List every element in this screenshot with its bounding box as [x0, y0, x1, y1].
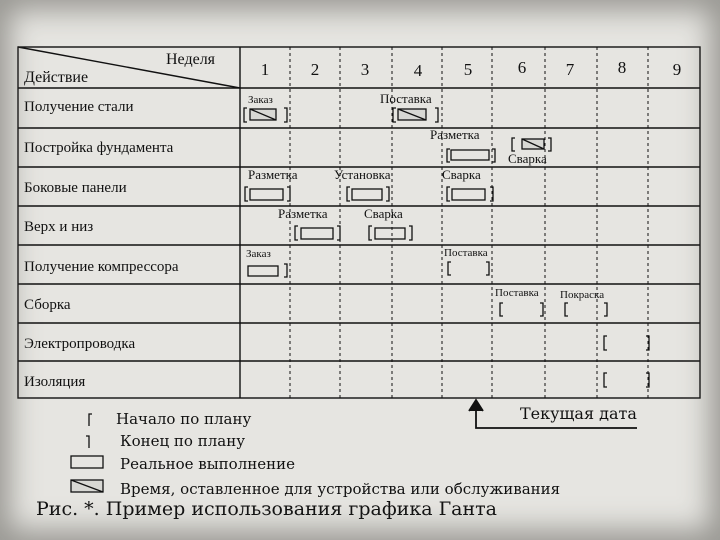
plan-end-bracket [287, 187, 290, 201]
actual-bar [352, 189, 382, 200]
plan-start-bracket [369, 226, 372, 240]
task-label: Постройка фундамента [24, 140, 174, 156]
plan-start-bracket [447, 149, 450, 162]
bar-label-welding: Сварка [364, 206, 403, 221]
bar-label-marking: Разметка [248, 167, 298, 182]
plan-start-bracket [295, 226, 298, 240]
legend-start-icon [89, 414, 92, 426]
plan-start-bracket [393, 108, 396, 122]
week-2-label: 2 [310, 60, 320, 79]
bar-label-marking: Разметка [278, 206, 328, 221]
task-label: Боковые панели [24, 180, 127, 196]
week-3-label: 3 [360, 60, 370, 79]
bar-label-order: Заказ [246, 248, 271, 260]
week-numbers [261, 58, 682, 80]
plan-start-bracket [604, 336, 607, 350]
plan-end-bracket [435, 108, 438, 122]
actual-bar [452, 189, 485, 200]
bar-label-delivery: Поставка [495, 287, 539, 299]
bar-label-order: Заказ [248, 94, 273, 106]
legend-actual-icon [71, 456, 103, 468]
task-label: Изоляция [24, 374, 86, 390]
week-5-label: 5 [463, 60, 473, 79]
plan-end-bracket [604, 303, 607, 316]
task-label: Сборка [24, 297, 71, 313]
bar-label-install: Установка [334, 167, 391, 182]
actual-bar [375, 228, 405, 239]
bar-label-painting: Покраска [560, 289, 605, 301]
plan-end-bracket [486, 262, 489, 275]
bar-label-marking: Разметка [430, 127, 480, 142]
plan-start-bracket [244, 108, 247, 122]
task-label: Верх и низ [24, 219, 94, 235]
week-column-dividers [290, 47, 648, 398]
row-separators [18, 88, 700, 361]
bar-label-welding: Сварка [442, 167, 481, 182]
figure-caption: Рис. *. Пример использования графика Ганта [36, 498, 498, 520]
task-label: Получение компрессора [24, 259, 179, 275]
bar-label-delivery: Поставка [444, 247, 488, 259]
plan-start-bracket [500, 303, 503, 316]
task-label: Получение стали [24, 99, 134, 115]
plan-start-bracket [347, 187, 350, 201]
legend-start-label: Начало по плану [116, 410, 252, 428]
week-8-label: 8 [617, 58, 627, 77]
plan-end-bracket [409, 226, 412, 240]
actual-bar [250, 189, 283, 200]
legend-actual-label: Реальное выполнение [120, 455, 295, 473]
plan-end-bracket [386, 187, 389, 201]
legend-end-label: Конец по плану [120, 432, 246, 450]
week-1-label: 1 [260, 60, 270, 79]
action-header-label: Действие [24, 69, 89, 86]
plan-end-bracket [540, 303, 543, 316]
actual-bar [301, 228, 333, 239]
plan-end-bracket [548, 138, 551, 151]
actual-bar [451, 150, 489, 160]
week-6-label: 6 [517, 58, 527, 77]
week-9-label: 9 [672, 60, 682, 79]
plan-start-bracket [512, 138, 515, 151]
plan-start-bracket [448, 262, 451, 275]
legend-reserve-label: Время, оставленное для устройства или обслуживания [120, 480, 561, 498]
actual-bar [248, 266, 278, 276]
bar-label-welding: Сварка [508, 151, 547, 166]
legend-end-icon [86, 436, 89, 448]
plan-end-bracket [284, 264, 287, 277]
week-7-label: 7 [565, 60, 575, 79]
plan-start-bracket [604, 373, 607, 387]
current-date-label: Текущая дата [520, 404, 637, 423]
plan-start-bracket [565, 303, 568, 316]
bar-label-delivery: Поставка [380, 91, 432, 106]
plan-end-bracket [284, 108, 287, 122]
plan-start-bracket [447, 187, 450, 201]
plan-end-bracket [337, 226, 340, 240]
week-header-label: Неделя [166, 51, 216, 68]
week-4-label: 4 [413, 61, 423, 80]
plan-start-bracket [245, 187, 248, 201]
task-label: Электропроводка [24, 336, 136, 352]
